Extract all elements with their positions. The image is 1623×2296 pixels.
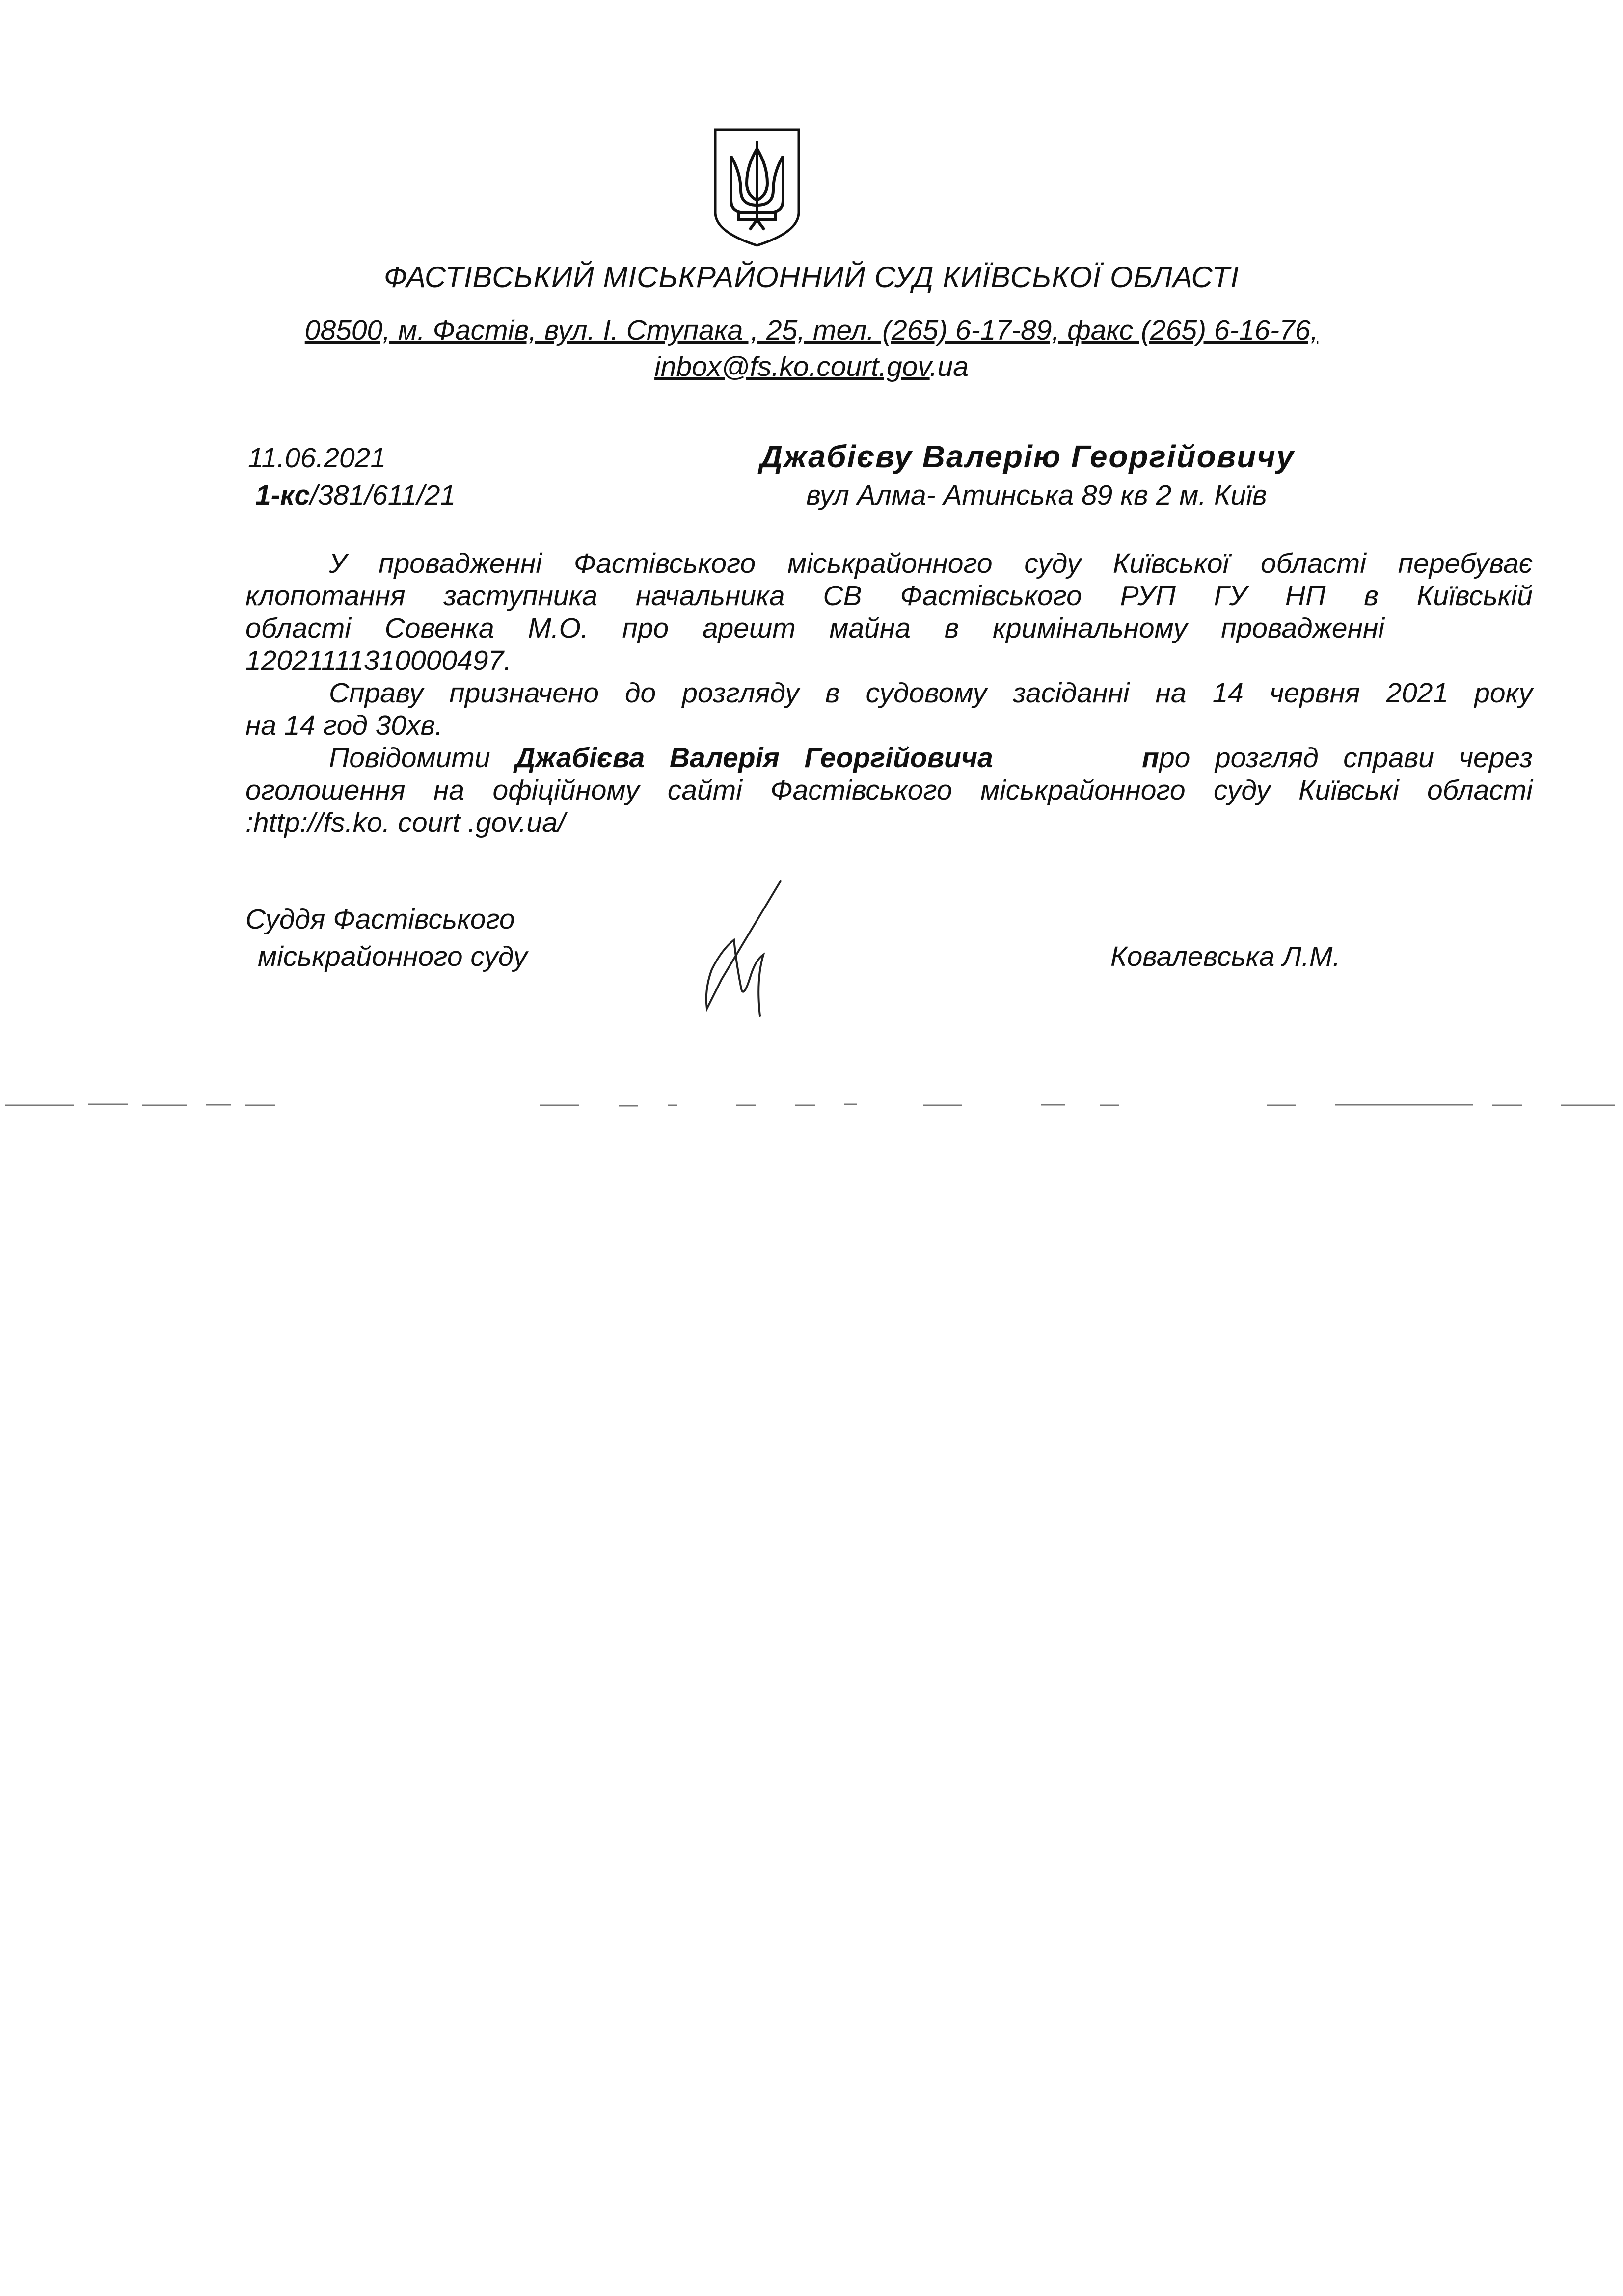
para3-rest: ро розгляд справи через — [1159, 742, 1533, 774]
para3-line1 — [245, 742, 1533, 774]
para3-name: Джабієва Валерія Георгійовича — [515, 742, 993, 774]
court-name-heading: ФАСТІВСЬКИЙ МІСЬКРАЙОННИЙ СУД КИЇВСЬКОЇ ОБЛАСТІ — [383, 261, 1240, 294]
scan-artifact-line — [0, 1095, 1623, 1114]
case-number — [255, 479, 456, 511]
court-email-suffix: .ua — [929, 351, 969, 382]
document-date: 11.06.2021 — [248, 442, 386, 474]
handwritten-signature — [682, 876, 795, 1018]
para3-prefix: Повідомити — [329, 742, 515, 774]
para1-line4: 12021111310000497. — [245, 645, 512, 676]
para1-line2: клопотання заступника начальника СВ Фастівського РУП ГУ НП в Київській — [245, 580, 1533, 612]
court-email[interactable] — [0, 350, 1623, 383]
para1-line1: У провадженні Фастівського міськрайонного суду Київської області перебуває — [329, 548, 1533, 579]
judge-name: Ковалевська Л.М. — [1110, 941, 1341, 972]
para2-line1: Справу призначено до розгляду в судовому засіданні на 14 червня 2021 року — [329, 677, 1533, 709]
letter-body — [245, 547, 1533, 839]
court-address-text: 08500, м. Фастів, вул. І. Ступака , 25, тел. (265) 6-17-89, факс (265) 6-16-76, — [304, 315, 1319, 346]
recipient-name: Джабієву Валерію Георгійовичу — [760, 439, 1295, 474]
coat-of-arms-emblem — [711, 127, 803, 247]
court-email-link[interactable]: inbox@fs.ko.court.gov — [654, 351, 930, 382]
court-address — [0, 314, 1623, 347]
case-number-prefix: 1-кс — [255, 480, 310, 511]
judge-title-line1: Суддя Фастівського — [245, 904, 515, 935]
para2-line2: на 14 год 30хв. — [245, 710, 443, 741]
para3-line3: :http://fs.ko. court .gov.ua/ — [245, 807, 566, 838]
para1-line3: області Совенка М.О. про арешт майна в кримінальному провадженні — [245, 613, 1384, 644]
para3-line2: оголошення на офіційному сайті Фастівського міськрайонного суду Київські області — [245, 774, 1533, 806]
para3-bold-letter: п — [1142, 742, 1159, 774]
judge-title-line2: міськрайонного суду — [258, 941, 528, 972]
case-number-suffix: /381/611/21 — [310, 480, 456, 511]
recipient-address: вул Алма- Атинська 89 кв 2 м. Київ — [806, 480, 1267, 511]
